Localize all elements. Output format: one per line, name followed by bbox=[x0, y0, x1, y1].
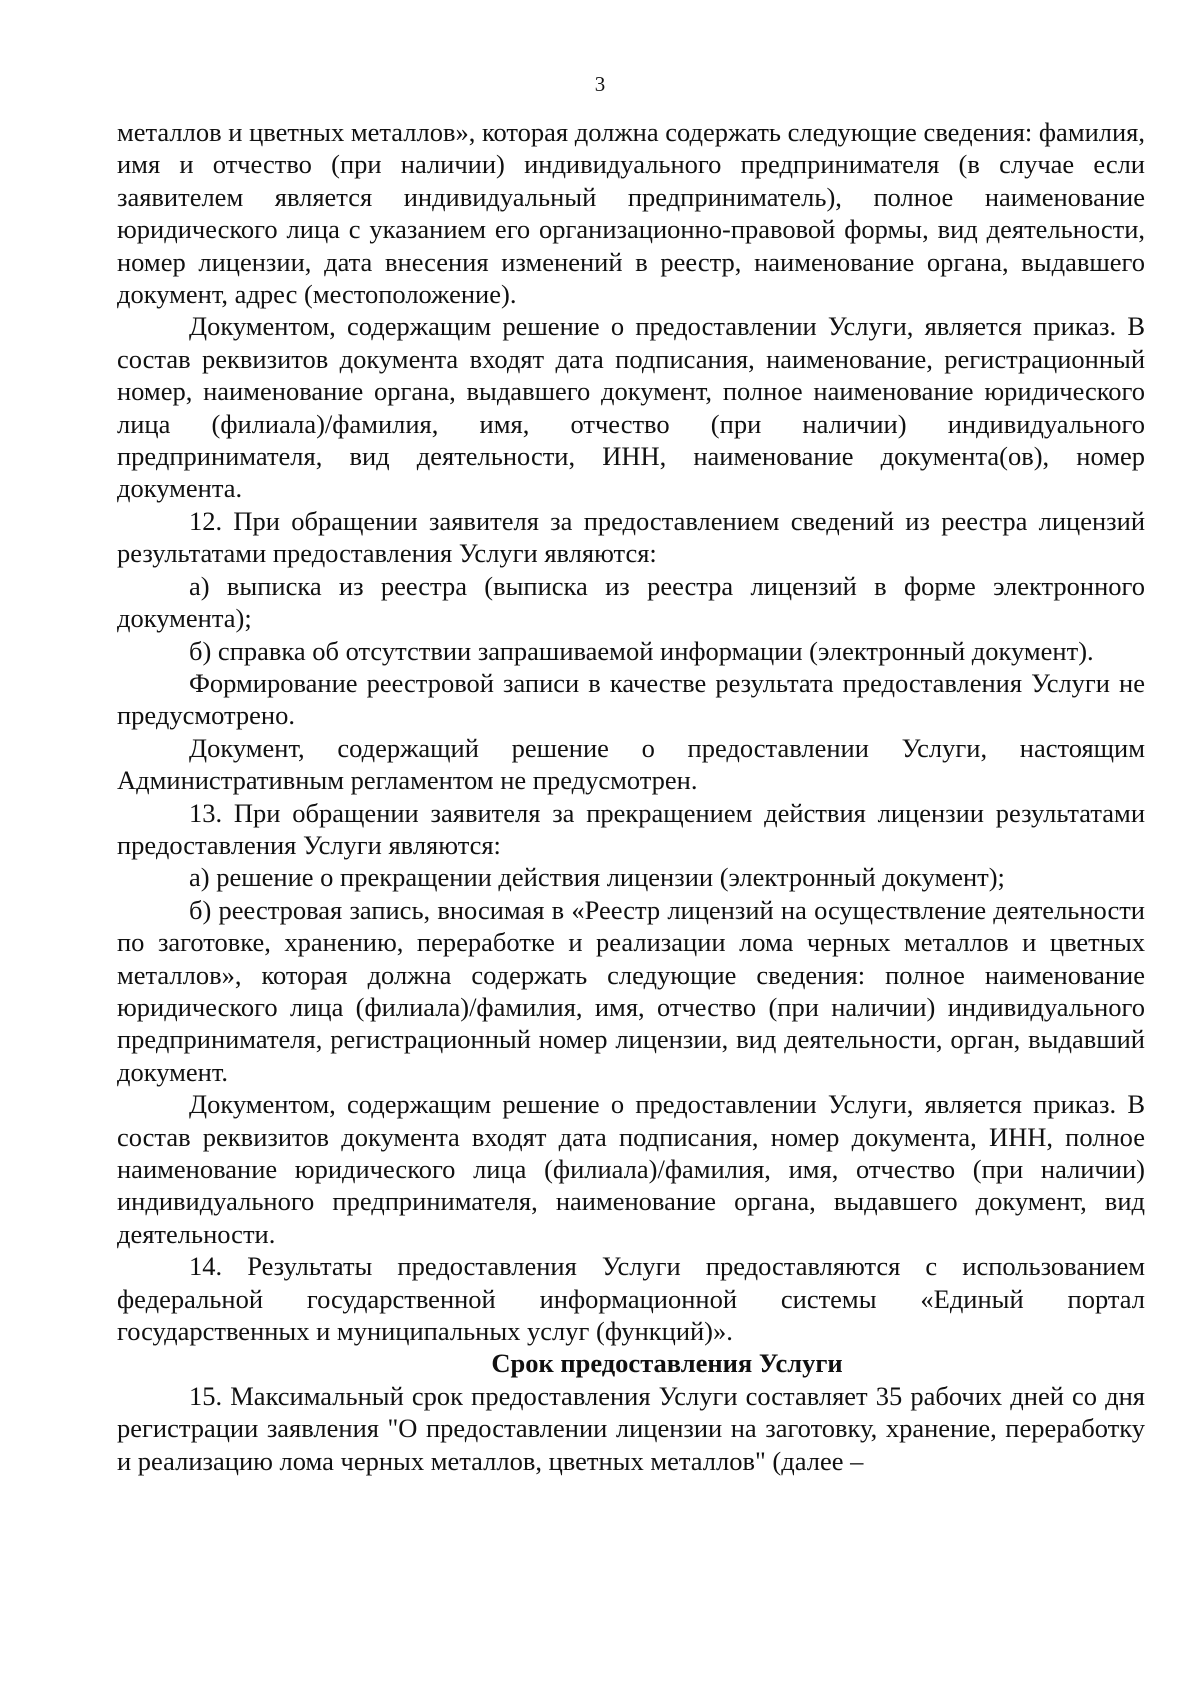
paragraph-item-13b: б) реестровая запись, вносимая в «Реестр лицензий на осуществление деятельности по заготовке, хранению, переработке и реализации лома черных металлов и цветных металлов», которая должна содержать следующие сведения: полное наименование юридического лица (филиала)/фамилия, имя, отчество (при наличии) индивидуального предпринимателя, регистрационный номер лицензии, вид деятельности, орган, выдавший документ. bbox=[117, 894, 1145, 1087]
paragraph: Формирование реестровой записи в качестве результата предоставления Услуги не предусмотрено. bbox=[117, 667, 1145, 731]
paragraph-item-12b: б) справка об отсутствии запрашиваемой информации (электронный документ). bbox=[189, 635, 1094, 666]
paragraph-item-13: 13. При обращении заявителя за прекращением действия лицензии результатами предоставления Услуги являются: bbox=[117, 797, 1145, 860]
paragraph-continuation: металлов и цветных металлов», которая должна содержать следующие сведения: фамилия, имя и отчество (при наличии) индивидуального предпринимателя (в случае если заявителем является индивидуальный предприниматель), полное наименование юридического лица с указанием его организационно-правовой формы, вид деятельности, номер лицензии, дата внесения изменений в реестр, наименование органа, выдавшего документ, адрес (местоположение). bbox=[117, 117, 1145, 310]
paragraph-item-14: 14. Результаты предоставления Услуги предоставляются с использованием федеральной государственной информационной системы «Единый портал государственных и муниципальных услуг (функций)». bbox=[117, 1251, 1145, 1347]
paragraph-item-15: 15. Максимальный срок предоставления Услуги составляет 35 рабочих дней со дня регистрации заявления "О предоставлении лицензии на заготовку, хранение, переработку и реализацию лома черных металлов, цветных металлов" (далее – bbox=[117, 1380, 1145, 1476]
paragraph: Документом, содержащим решение о предоставлении Услуги, является приказ. В состав реквизитов документа входят дата подписания, номер документа, ИНН, полное наименование юридического лица (филиала)/фамилия, имя, отчество (при наличии) индивидуального предпринимателя, наименование органа, выдавшего документ, вид деятельности. bbox=[117, 1089, 1145, 1249]
document-body bbox=[117, 116, 1145, 1477]
paragraph-item-12a: а) выписка из реестра (выписка из реестра лицензий в форме электронного документа); bbox=[117, 570, 1145, 634]
page-number: 3 bbox=[594, 72, 606, 96]
section-heading: Срок предоставления Услуги bbox=[491, 1348, 843, 1379]
paragraph-item-12: 12. При обращении заявителя за предоставлением сведений из реестра лицензий результатами предоставления Услуги являются: bbox=[117, 505, 1145, 569]
paragraph: Документом, содержащим решение о предоставлении Услуги, является приказ. В состав реквизитов документа входят дата подписания, наименование, регистрационный номер, наименование органа, выдавшего документ, полное наименование юридического лица (филиала)/фамилия, имя, отчество (при наличии) индивидуального предпринимателя, вид деятельности, ИНН, наименование документа(ов), номер документа. bbox=[117, 311, 1145, 504]
paragraph: Документ, содержащий решение о предоставлении Услуги, настоящим Административным регламентом не предусмотрен. bbox=[117, 732, 1145, 796]
paragraph-item-13a: а) решение о прекращении действия лицензии (электронный документ); bbox=[189, 862, 1005, 893]
